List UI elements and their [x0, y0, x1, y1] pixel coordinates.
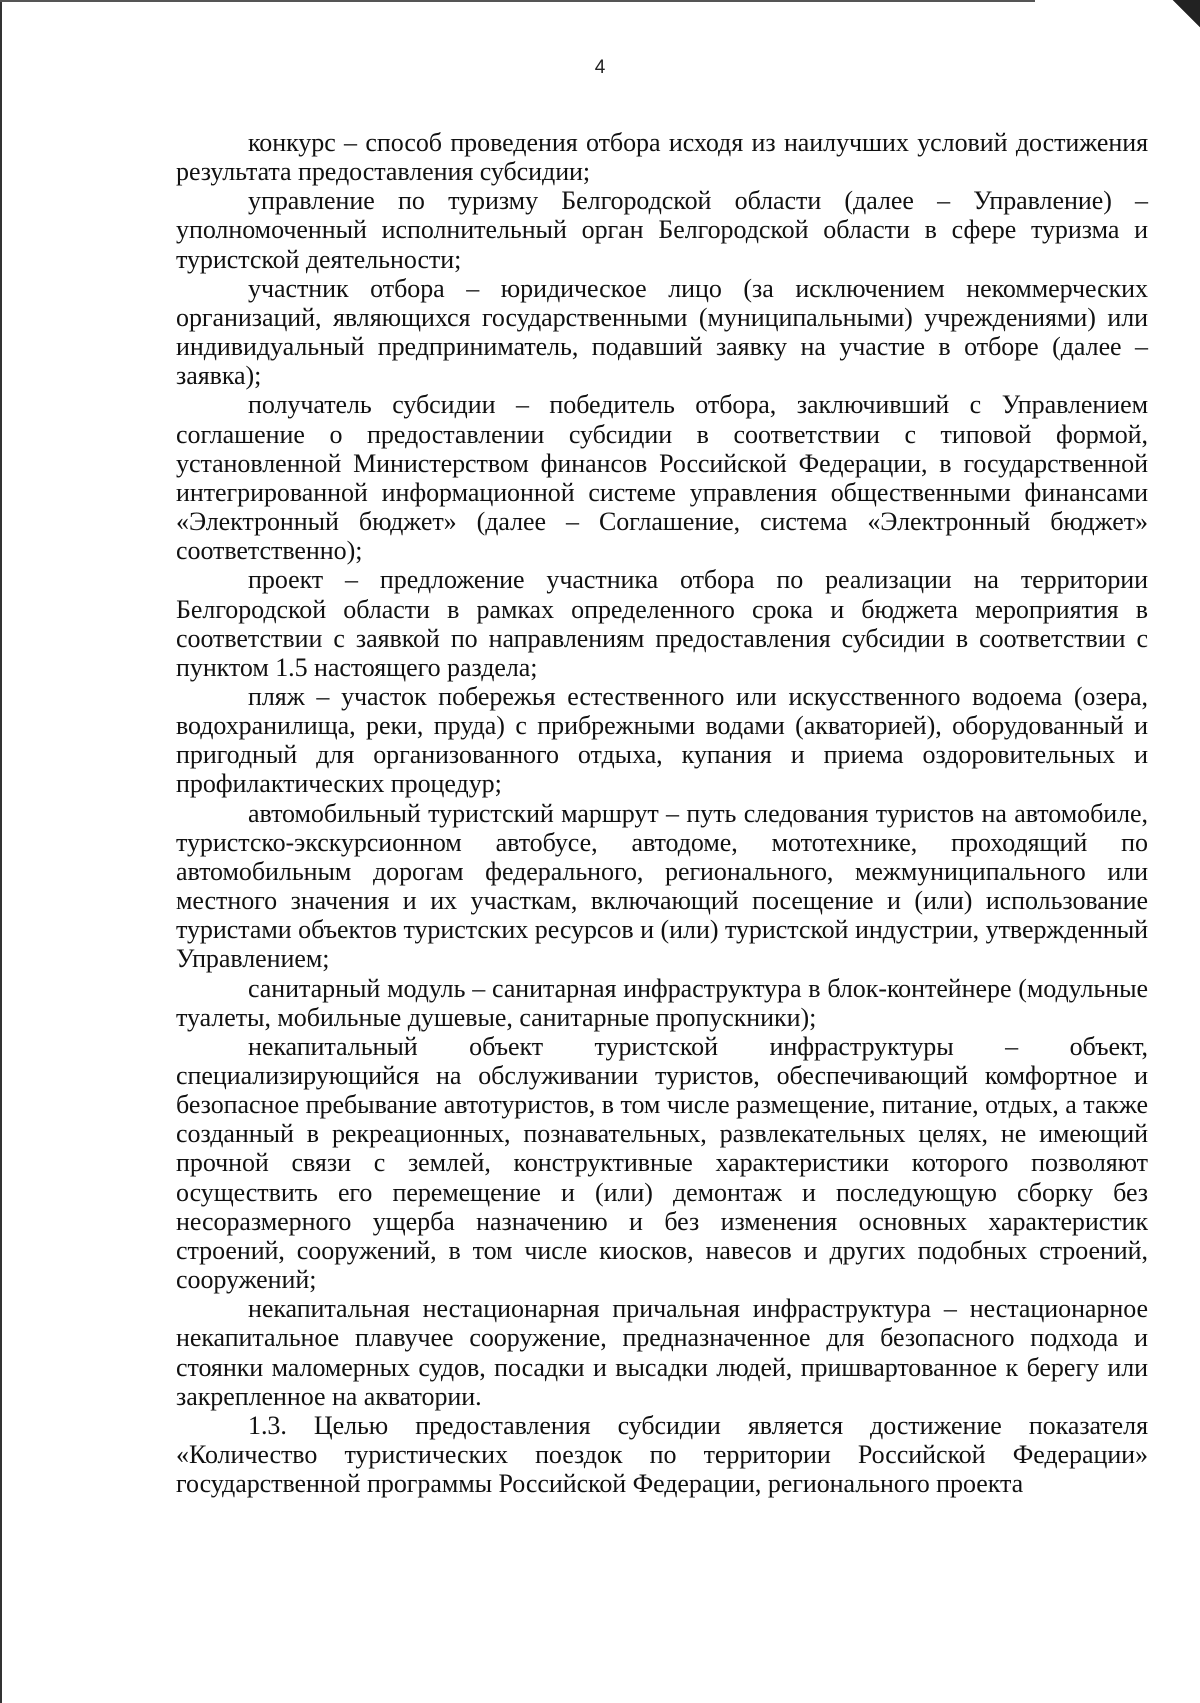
paragraph-proekt: проект – предложение участника отбора по реализации на территории Белгородской области в рамках определенного срока и бюджета мероприятия в соответствии с заявкой по направлениям предоставления субсидии в соответствии с пунктом 1.5 настоящего раздела;: [176, 565, 1148, 682]
scan-edge-left: [0, 0, 2, 1703]
paragraph-konkurs: конкурс – способ проведения отбора исходя из наилучших условий достижения результата предоставления субсидии;: [176, 128, 1148, 187]
paragraph-section-1-3: 1.3. Целью предоставления субсидии является достижение показателя «Количество туристических поездок по территории Российской Федерации» государственной программы Российской Федерации, регионального проекта: [176, 1410, 1148, 1499]
paragraph-avtomobilnyi-marshrut: автомобильный туристский маршрут – путь следования туристов на автомобиле, туристско-экскурсионном автобусе, автодоме, мототехнике, проходящий по автомобильным дорогам федерального, регионального, межмуниципального или местного значения и их участкам, включающий посещение и (или) использование туристами объектов туристских ресурсов и (или) туристской индустрии, утвержденный Управлением;: [176, 798, 1148, 974]
scan-edge-top: [0, 0, 1035, 2]
paragraph-uchastnik-otbora: участник отбора – юридическое лицо (за исключением некоммерческих организаций, являющихся государственными (муниципальными) учреждениями) или индивидуальный предприниматель, подавший заявку на участие в отборе (далее – заявка);: [176, 273, 1148, 391]
paragraph-plyazh: пляж – участок побережья естественного или искусственного водоема (озера, водохранилища, реки, пруда) с прибрежными водами (акваторией), оборудованный и пригодный для организованного отдыха, купания и приема оздоровительных и профилактических процедур;: [176, 681, 1148, 799]
document-body: [176, 128, 1148, 1498]
paragraph-poluchatel-subsidii: получатель субсидии – победитель отбора, заключивший с Управлением соглашение о предоставлении субсидии в соответствии с типовой формой, установленной Министерством финансов Российской Федерации, в государственной интегрированной информационной системе управления общественными финансами «Электронный бюджет» (далее – Соглашение, система «Электронный бюджет» соответственно);: [176, 390, 1148, 566]
paragraph-prichalnaya-infrastruktura: некапитальная нестационарная причальная инфраструктура – нестационарное некапитальное плавучее сооружение, предназначенное для безопасного подхода и стоянки маломерных судов, посадки и высадки людей, пришвартованное к берегу или закрепленное на акватории.: [176, 1294, 1148, 1411]
paragraph-upravlenie: управление по туризму Белгородской области (далее – Управление) – уполномоченный исполнительный орган Белгородской области в сфере туризма и туристской деятельности;: [176, 186, 1148, 274]
paragraph-sanitarnyi-modul: санитарный модуль – санитарная инфраструктура в блок-контейнере (модульные туалеты, мобильные душевые, санитарные пропускники);: [176, 973, 1148, 1032]
paragraph-nekapitalnyi-obekt: некапитальный объект туристской инфраструктуры – объект, специализирующийся на обслуживании туристов, обеспечивающий комфортное и безопасное пребывание автотуристов, в том числе размещение, питание, отдых, а также созданный в рекреационных, познавательных, развлекательных целях, не имеющий прочной связи с землей, конструктивные характеристики которого позволяют осуществить его перемещение и (или) демонтаж и последующую сборку без несоразмерного ущерба назначению и без изменения основных характеристик строений, сооружений, в том числе киосков, навесов и других подобных строений, сооружений;: [176, 1031, 1148, 1295]
scan-corner-mark: [1170, 0, 1200, 30]
page-number: 4: [594, 57, 606, 78]
